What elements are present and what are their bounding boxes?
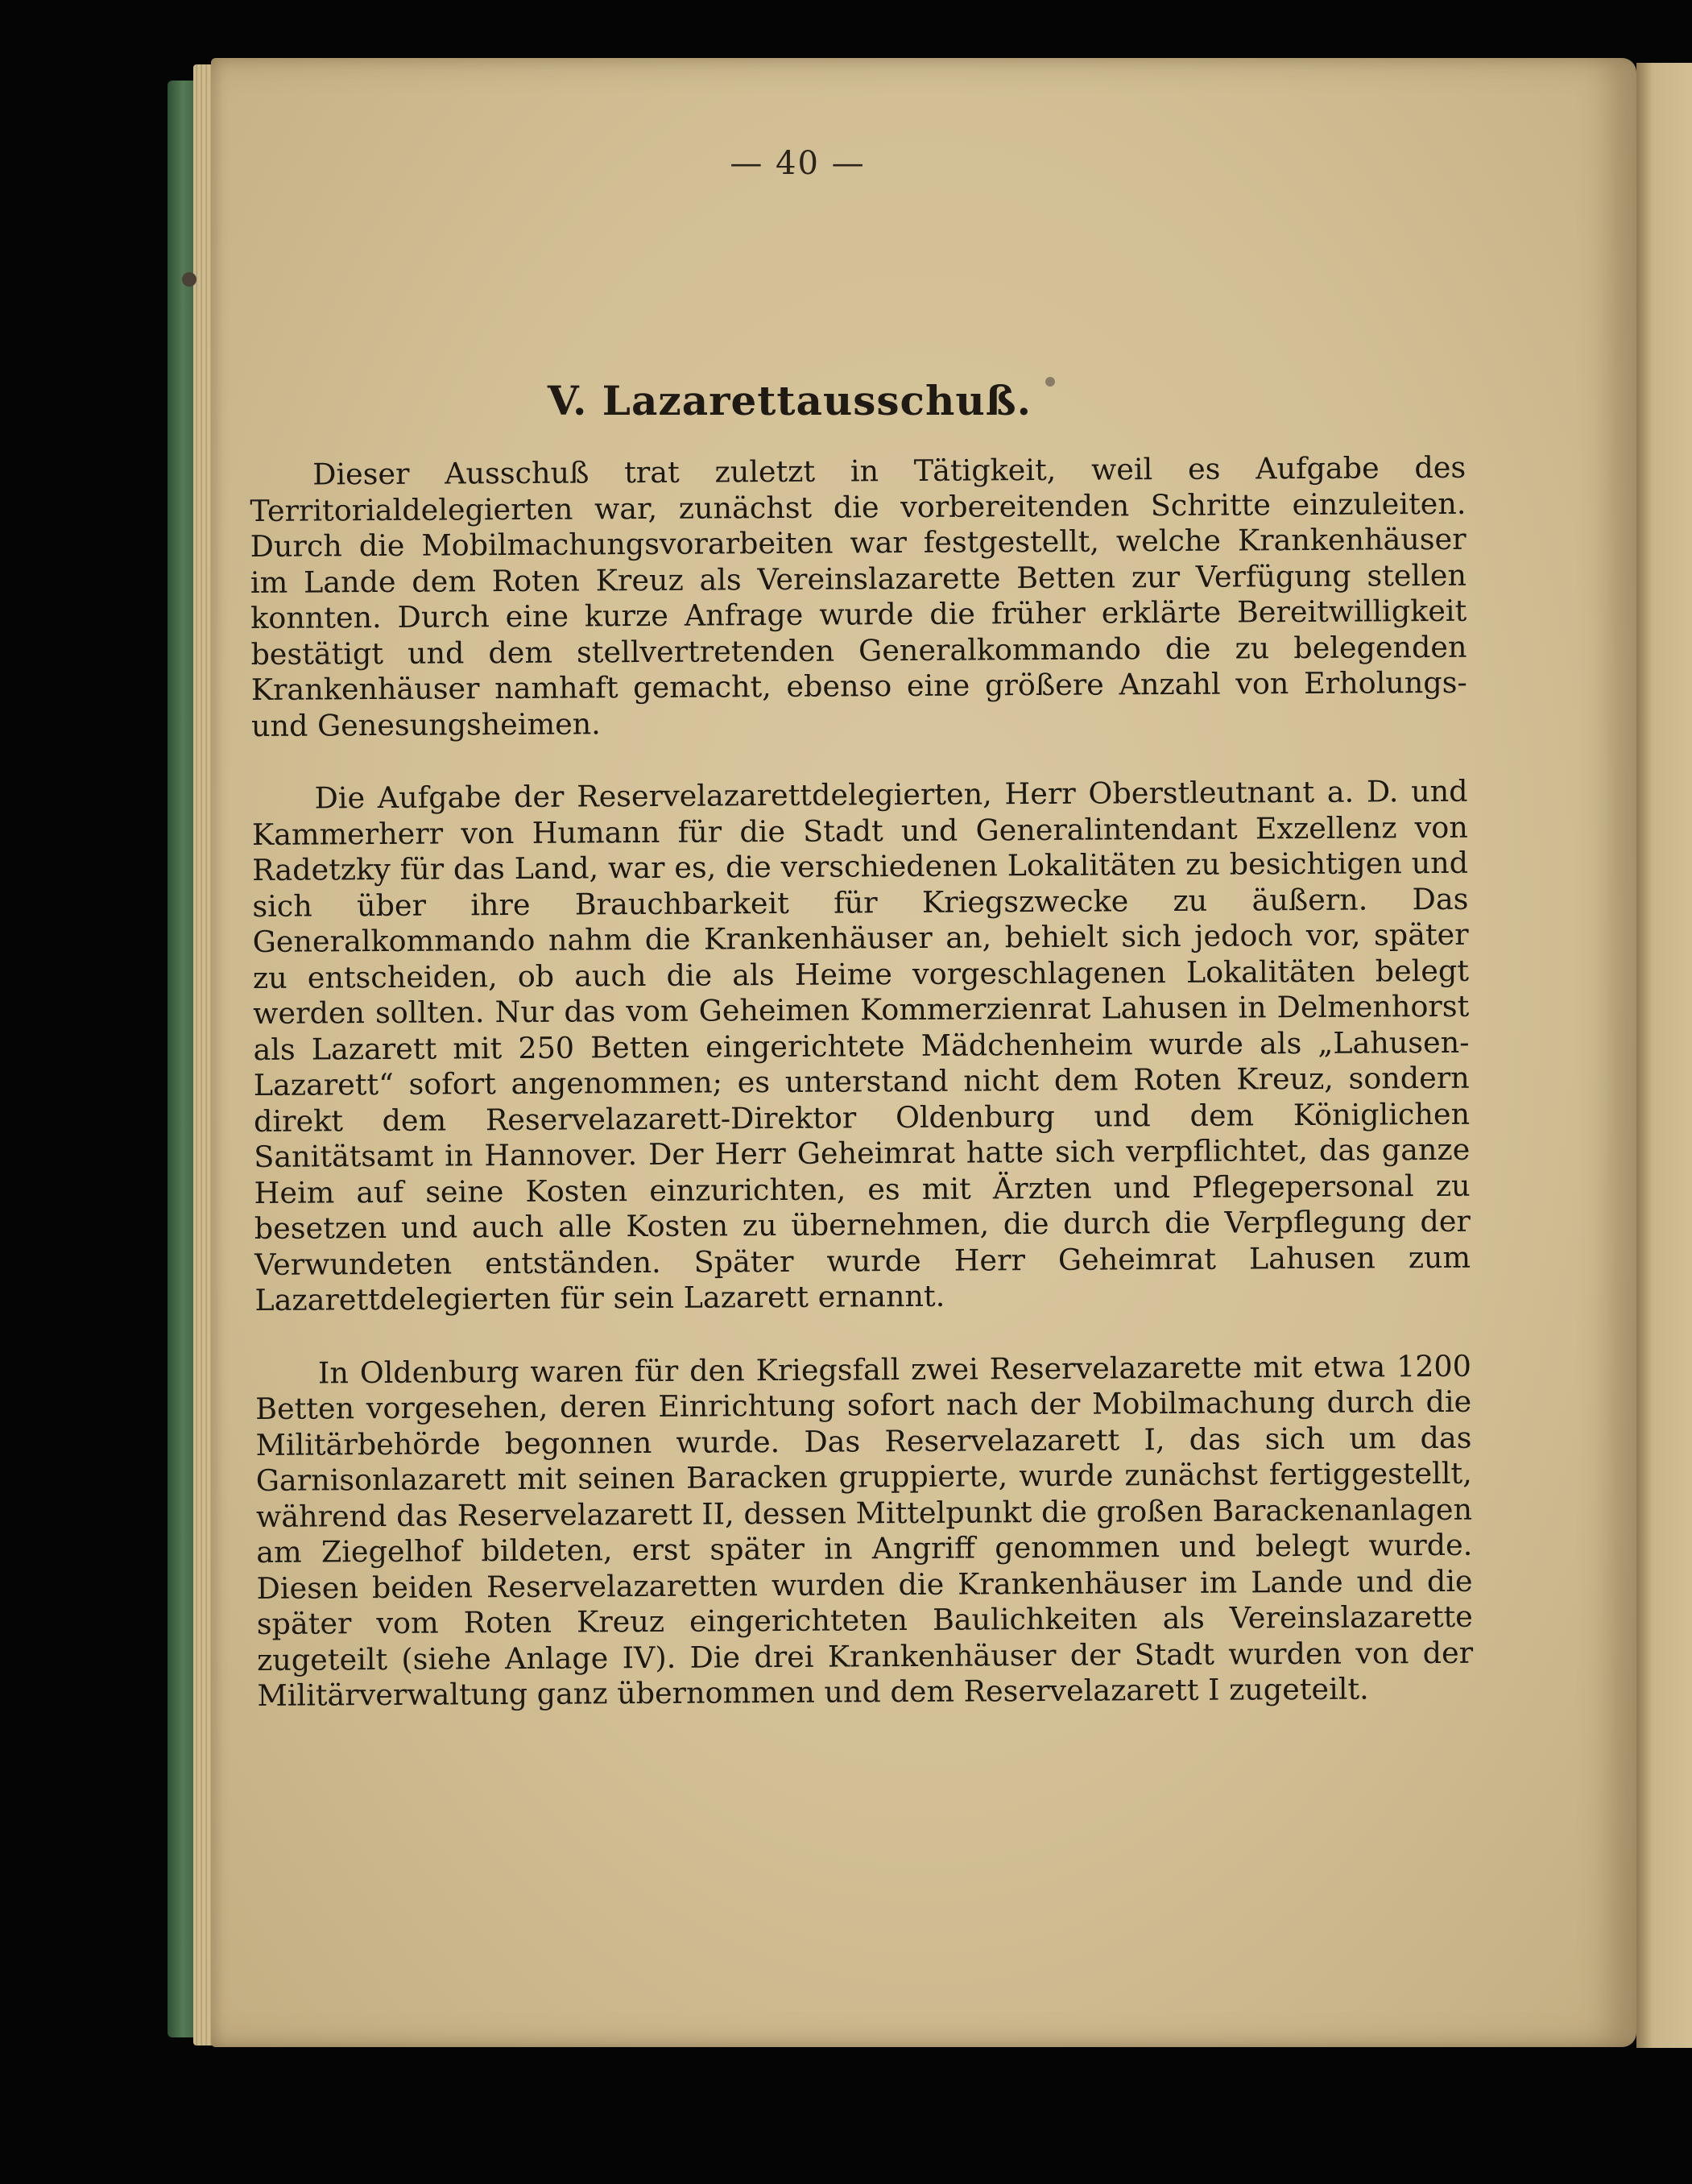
facing-page-edge bbox=[1636, 63, 1692, 2048]
paragraph: Die Aufgabe der Reservelazarettdelegierten, Herr Oberstleutnant a. D. und Kammerherr von Humann für die Stadt und Generalintendant Exzellenz von Radetzky für das Land, war es, die verschiedenen Lokalitäten zu besichtigen und sich über ihre Brauchbarkeit für Kriegszwecke zu äußern. Das Generalkommando nahm die Krankenhäuser an, behielt sich jedoch vor, später zu entscheiden, ob auch die als Heime vorgeschlagenen Lokalitäten belegt werden sollten. Nur das vom Geheimen Kommerzienrat Lahusen in Delmenhorst als Lazarett mit 250 Betten eingerichtete Mädchenheim wurde als „Lahusen-Lazarett“ sofort angenommen; es unterstand nicht dem Roten Kreuz, sondern direkt dem Reservelazarett-Direktor Oldenburg und dem Königlichen Sanitätsamt in Hannover. Der Herr Geheimrat hatte sich verpflichtet, das ganze Heim auf seine Kosten einzurichten, es mit Ärzten und Pflegepersonal zu besetzen und auch alle Kosten zu übernehmen, die durch die Verpflegung der Verwundeten entständen. Später wurde Herr Geheimrat Lahusen zum Lazarettdelegierten für sein Lazarett ernannt. bbox=[251, 773, 1471, 1317]
page-number: — 40 — bbox=[730, 145, 866, 182]
paragraph: In Oldenburg waren für den Kriegsfall zwei Reservelazarette mit etwa 1200 Betten vorgesehen, deren Einrichtung sofort nach der Mobilmachung durch die Militärbehörde begonnen wurde. Das Reservelazarett I, das sich um das Garnisonlazarett mit seinen Baracken gruppierte, wurde zunächst fertiggestellt, während das Reservelazarett II, dessen Mittelpunkt die großen Barackenanlagen am Ziegelhof bildeten, erst später in Angriff genommen und belegt wurde. Diesen beiden Reservelazaretten wurden die Krankenhäuser im Lande und die später vom Roten Kreuz eingerichteten Baulichkeiten als Vereinslazarette zugeteilt (siehe Anlage IV). Die drei Krankenhäuser der Stadt wurden von der Militärverwaltung ganz übernommen und dem Reservelazarett I zugeteilt. bbox=[255, 1348, 1474, 1713]
paper-speck bbox=[182, 272, 197, 287]
paragraph: Dieser Ausschuß trat zuletzt in Tätigkeit, weil es Aufgabe des Territorialdelegierten war, zunächst die vorbereitenden Schritte einzuleiten. Durch die Mobilmachungsvorarbeiten war festgestellt, welche Krankenhäuser im Lande dem Roten Kreuz als Vereinslazarette Betten zur Verfügung stellen konnten. Durch eine kurze Anfrage wurde die früher erklärte Bereitwilligkeit bestätigt und dem stellvertretenden Generalkommando die zu belegenden Krankenhäuser namhaft gemacht, ebenso eine größere Anzahl von Erholungs- und Genesungsheimen. bbox=[250, 449, 1467, 743]
body-text bbox=[250, 450, 1474, 1715]
section-title: V. Lazarettausschuß. bbox=[547, 377, 1032, 424]
